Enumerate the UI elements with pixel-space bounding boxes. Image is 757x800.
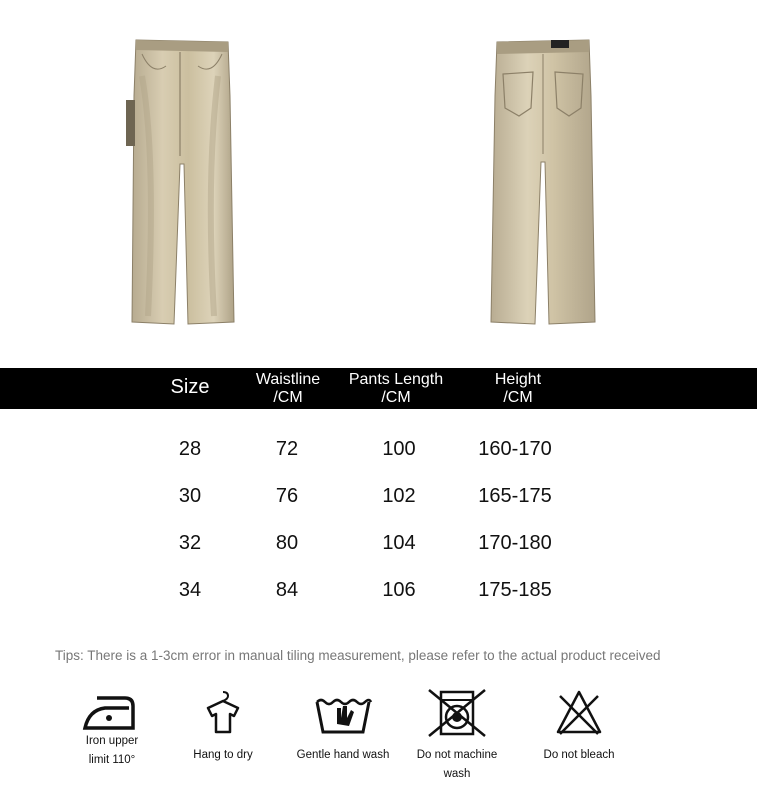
cell-height: 165-175 [478,485,552,507]
header-size: Size [170,376,210,398]
no-bleach-icon [554,688,604,738]
table-row [0,532,757,562]
care-hang-label: Hang to dry [193,749,253,761]
jeans-back-photo [485,36,605,328]
header-waistline-unit: /CM [273,389,303,406]
header-pants-length-label: Pants Length [348,371,444,388]
care-hand-wash-label: Gentle hand wash [296,749,390,761]
cell-length: 104 [382,532,416,554]
cell-waist: 76 [275,485,299,507]
cell-waist: 80 [275,532,299,554]
cell-length: 100 [382,438,416,460]
care-no-machine [402,688,512,784]
cell-height: 175-185 [478,579,552,601]
header-waistline-label: Waistline [255,371,321,388]
size-table-header [0,368,757,409]
hang-dry-icon [198,688,248,738]
table-row [0,438,757,468]
care-hang [168,688,278,765]
cell-size: 32 [178,532,202,554]
cell-size: 28 [178,438,202,460]
cell-height: 170-180 [478,532,552,554]
cell-size: 34 [178,579,202,601]
care-iron [57,688,167,770]
no-machine-wash-icon [425,688,489,738]
iron-icon [81,688,143,732]
table-row [0,485,757,515]
jeans-front-photo [122,36,242,328]
cell-length: 106 [382,579,416,601]
cell-size: 30 [178,485,202,507]
table-row [0,579,757,609]
care-no-bleach-label: Do not bleach [543,749,615,761]
care-no-bleach [524,688,634,765]
care-hand-wash [288,688,398,765]
header-height [458,371,578,407]
cell-waist: 84 [275,579,299,601]
header-height-unit: /CM [503,389,533,406]
care-no-machine-label: Do not machine wash [416,749,498,780]
cell-height: 160-170 [478,438,552,460]
header-pants-length-unit: /CM [381,389,411,406]
care-iron-label-1: Iron upper [85,735,139,747]
cell-waist: 72 [275,438,299,460]
hand-wash-icon [313,688,373,738]
header-pants-length [330,371,462,407]
cell-length: 102 [382,485,416,507]
header-height-label: Height [494,371,542,388]
care-iron-label-2: limit 110° [88,754,136,766]
measurement-tips: Tips: There is a 1-3cm error in manual tiling measurement, please refer to the actual product received [55,648,661,663]
